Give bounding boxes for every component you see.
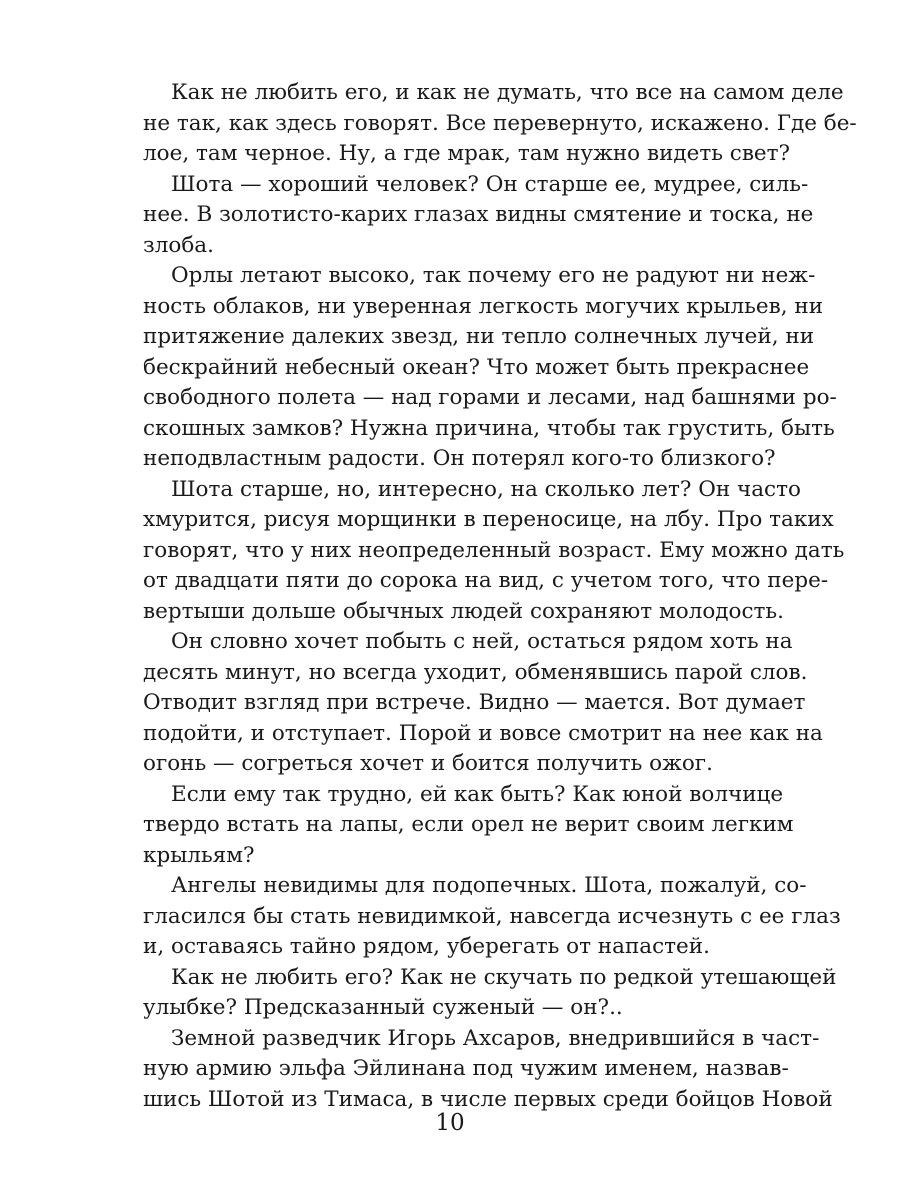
text-line: говорят, что у них неопределенный возраст. Ему можно дать — [143, 537, 845, 563]
text-line: гласился бы стать невидимкой, навсегда исчезнуть с ее глаз — [143, 903, 841, 929]
text-line: Орлы летают высоко, так почему его не радуют ни неж- — [171, 263, 816, 288]
text-line: неподвластным радости. Он потерял кого-то близкого? — [143, 446, 776, 471]
paragraph — [143, 78, 857, 170]
text-line: подойти, и отступает. Порой и вовсе смотрит на нее как на — [143, 720, 823, 746]
text-line: Шота старше, но, интересно, на сколько лет? Он часто — [171, 476, 801, 502]
paragraph — [143, 1024, 833, 1116]
text-line: шись Шотой из Тимаса, в числе первых среди бойцов Новой — [143, 1086, 833, 1112]
text-line: вертыши дольше обычных людей сохраняют молодость. — [143, 598, 784, 624]
paragraph — [143, 963, 837, 1024]
text-line: Шота — хороший человек? Он старше ее, мудрее, силь- — [171, 171, 809, 197]
text-line: бескрайний небесный океан? Что может быть прекраснее — [143, 354, 810, 380]
text-line: скошных замков? Нужна причина, чтобы так грустить, быть — [143, 415, 835, 441]
text-line: нее. В золотисто-карих глазах видны смятение и тоска, не — [143, 202, 814, 227]
page-number: 10 — [435, 1110, 465, 1136]
paragraph — [143, 871, 841, 963]
text-line: Как не любить его, и как не думать, что все на самом деле — [171, 80, 844, 105]
text-line: хмурится, рисуя морщинки в переносице, на лбу. Про таких — [143, 507, 834, 532]
text-line: свободного полета — над горами и лесами, над башнями ро- — [143, 385, 837, 410]
text-line: Он словно хочет побыть с ней, остаться рядом хоть на — [171, 629, 793, 654]
text-line: Ангелы невидимы для подопечных. Шота, пожалуй, со- — [171, 873, 807, 898]
text-line: злоба. — [143, 232, 214, 258]
text-line: не так, как здесь говорят. Все перевернуто, искажено. Где бе- — [143, 110, 857, 136]
text-line: ность облаков, ни уверенная легкость могучих крыльев, ни — [143, 293, 824, 319]
paragraph — [143, 261, 837, 475]
text-line: Отводит взгляд при встрече. Видно — мается. Вот думает — [143, 690, 806, 715]
text-line: твердо встать на лапы, если орел не верит своим легким — [143, 812, 794, 837]
text-line: десять минут, но всегда уходит, обменявшись парой слов. — [143, 659, 808, 685]
text-line: улыбке? Предсказанный суженый — он?.. — [143, 995, 623, 1020]
text-line: огонь — согреться хочет и боится получить ожог. — [143, 751, 713, 776]
text-line: и, оставаясь тайно рядом, уберегать от напастей. — [143, 934, 710, 959]
text-line: ную армию эльфа Эйлинана под чужим именем, назвав- — [143, 1056, 789, 1081]
paragraph — [143, 475, 845, 628]
text-line: Как не любить его? Как не скучать по редкой утешающей — [171, 964, 837, 990]
paragraph — [143, 780, 794, 872]
text-line: крыльям? — [143, 842, 255, 868]
text-line: от двадцати пяти до сорока на вид, с учетом того, что пере- — [143, 568, 829, 593]
text-line: лое, там черное. Ну, а где мрак, там нужно видеть свет? — [143, 141, 791, 166]
body-text — [143, 78, 857, 1115]
paragraph — [143, 627, 823, 780]
text-line: Земной разведчик Игорь Ахсаров, внедрившийся в част- — [171, 1025, 820, 1051]
text-line: Если ему так трудно, ей как быть? Как юной волчице — [171, 781, 784, 807]
text-line: притяжение далеких звезд, ни тепло солнечных лучей, ни — [143, 324, 815, 349]
paragraph — [143, 170, 814, 262]
